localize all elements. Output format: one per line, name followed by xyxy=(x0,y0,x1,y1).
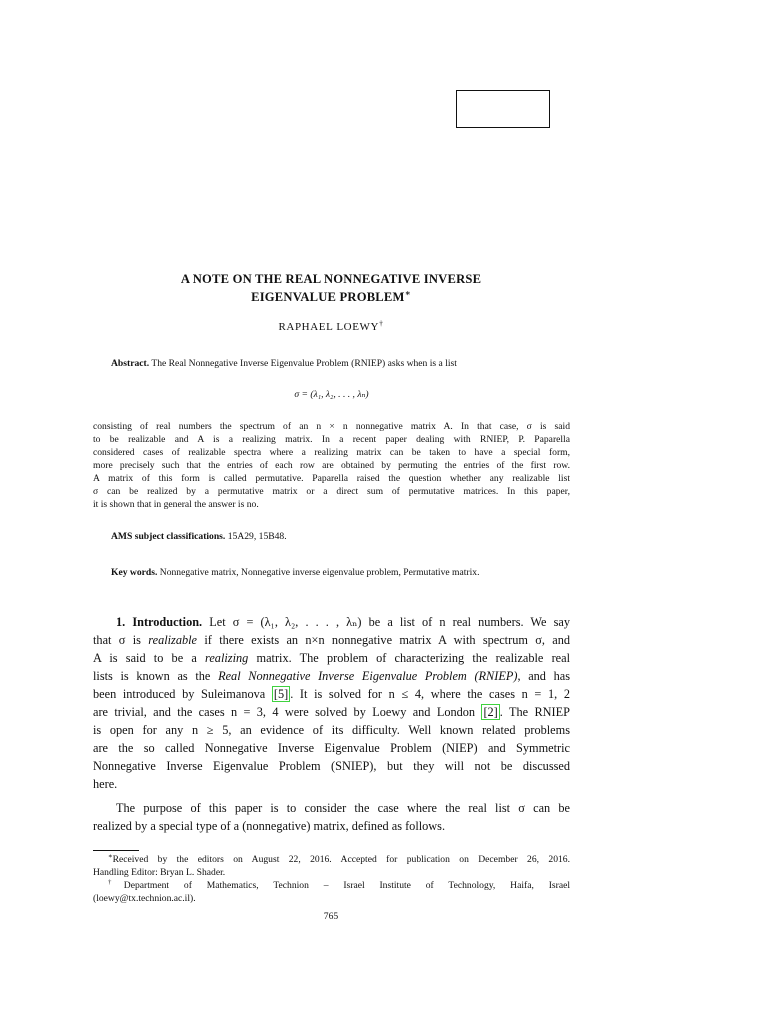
abstract-line: more precisely such that the entries of each row are obtained by permuting the entries of the first row. xyxy=(93,460,570,471)
abstract-intro: Abstract. The Real Nonnegative Inverse Eigenvalue Problem (RNIEP) asks when is a list xyxy=(111,358,457,369)
purpose-line: realized by a special type of a (nonnegative) matrix, defined as follows. xyxy=(93,819,446,833)
intro-line: here. xyxy=(93,777,118,791)
author-name: RAPHAEL LOEWY† xyxy=(278,318,384,333)
author-footnote-mark: † xyxy=(379,318,384,328)
blank-box xyxy=(456,90,550,128)
abstract-formula: σ = (λ₁, λ₂, . . . , λₙ) xyxy=(294,389,369,400)
footnote-editor: Handling Editor: Bryan L. Shader. xyxy=(93,867,226,878)
citation-link[interactable]: [5] xyxy=(273,687,289,701)
section-heading: 1. Introduction. xyxy=(116,615,203,629)
purpose-line: The purpose of this paper is to consider the case where the real list σ can be xyxy=(116,801,570,815)
abstract-line: considered cases of realizable spectra where a realizing matrix can be taken to have a special form, xyxy=(93,447,570,458)
ams-label: AMS subject classifications. xyxy=(111,531,226,542)
footnote-mark: † xyxy=(108,878,124,886)
ams-classifications: AMS subject classifications. 15A29, 15B48. xyxy=(111,531,287,542)
intro-line: is open for any n ≥ 5, an evidence of its difficulty. Well known related problems xyxy=(93,723,570,737)
key-words: Key words. Nonnegative matrix, Nonnegative inverse eigenvalue problem, Permutative matrix. xyxy=(111,567,480,578)
intro-line: 1. Introduction. Let σ = (λ₁, λ₂, . . . , λₙ) be a list of n real numbers. We say xyxy=(116,615,571,629)
intro-line: are the so called Nonnegative Inverse Eigenvalue Problem (NIEP) and Symmetric xyxy=(93,741,570,755)
citation-link[interactable]: [2] xyxy=(483,705,498,719)
intro-line: A is said to be a realizing matrix. The problem of characterizing the realizable real xyxy=(93,651,571,665)
footnote-mark: ∗ xyxy=(108,852,113,860)
intro-line: are trivial, and the cases n = 3, 4 were solved by Loewy and London [2] . The RNIEP xyxy=(93,705,570,719)
paper-title-line-2: EIGENVALUE PROBLEM∗ xyxy=(251,287,411,304)
paper-title-line-1: A NOTE ON THE REAL NONNEGATIVE INVERSE xyxy=(180,272,482,286)
abstract-line: σ can be realized by a permutative matrix or a direct sum of permutative matrices. In this paper, xyxy=(93,486,570,497)
page-number: 765 xyxy=(323,911,339,922)
keywords-label: Key words. xyxy=(111,567,158,578)
abstract-line: consisting of real numbers the spectrum of an n × n nonnegative matrix A. In that case, σ is said xyxy=(93,421,570,432)
intro-line: lists is known as the Real Nonnegative Inverse Eigenvalue Problem (RNIEP), and has xyxy=(93,669,571,683)
footnote-email: (loewy@tx.technion.ac.il). xyxy=(93,893,196,904)
abstract-label: Abstract. xyxy=(111,358,150,369)
abstract-line: A matrix of this form is called permutative. Paparella raised the question whether any realizable list xyxy=(93,473,570,484)
footnote-received: ∗Received by the editors on August 22, 2016. Accepted for publication on December 26, 2016. xyxy=(108,852,570,865)
intro-line: Nonnegative Inverse Eigenvalue Problem (SNIEP), but they will not be discussed xyxy=(93,759,570,773)
footnote-affiliation: †Department of Mathematics, Technion – Israel Institute of Technology, Haifa, Israel xyxy=(108,878,570,891)
footnote-rule xyxy=(93,850,139,851)
title-footnote-mark: ∗ xyxy=(404,287,411,298)
intro-line: that σ is realizable if there exists an n×n nonnegative matrix A with spectrum σ, and xyxy=(93,633,571,647)
abstract-line: it is shown that in general the answer is no. xyxy=(93,499,259,510)
abstract-line: to be realizable and A is a realizing matrix. In a recent paper dealing with RNIEP, P. Paparella xyxy=(93,434,570,445)
intro-line: been introduced by Suleimanova [5] . It is solved for n ≤ 4, where the cases n = 1, 2 xyxy=(93,687,570,701)
